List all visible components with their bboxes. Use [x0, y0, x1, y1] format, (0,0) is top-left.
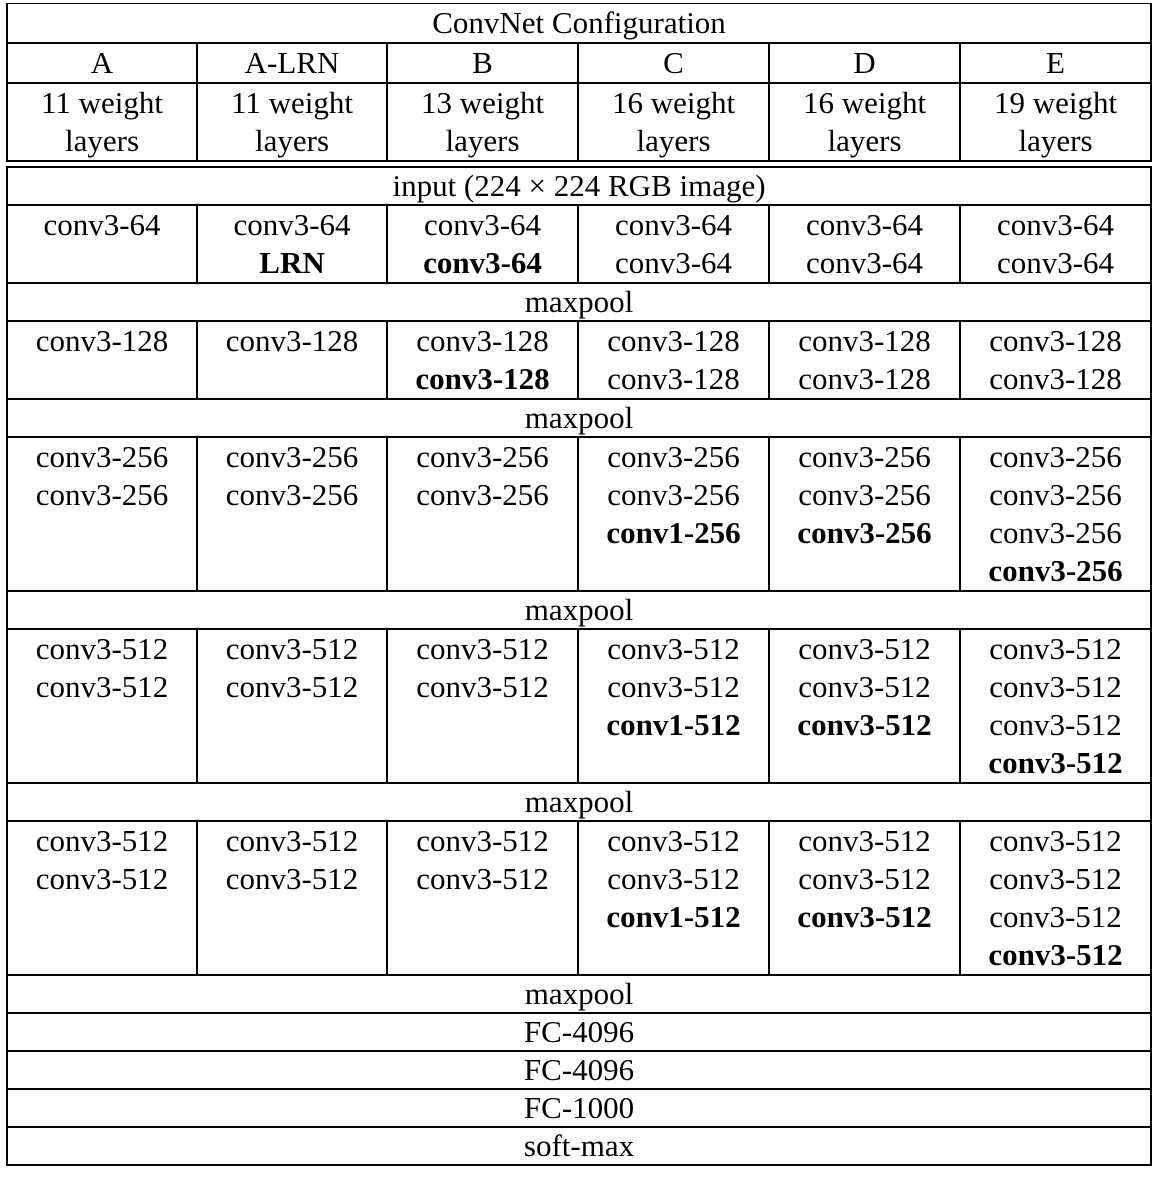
- layer-new: LRN: [259, 245, 325, 280]
- layer-block-d: [769, 821, 960, 975]
- layer-block-a: [7, 321, 197, 399]
- config-depth-row: [7, 83, 1151, 161]
- layer: conv3-512: [989, 631, 1122, 666]
- layer: conv3-64: [996, 245, 1115, 280]
- depth-line: layers: [445, 123, 520, 158]
- convnet-config-table: [6, 3, 1152, 1166]
- depth-line: layers: [1018, 123, 1093, 158]
- layer: conv3-512: [607, 669, 740, 704]
- layer: conv3-256: [225, 439, 359, 474]
- layer-row-full: [7, 1089, 1151, 1127]
- layer: conv3-64: [614, 207, 733, 242]
- layer-new: conv3-64: [423, 245, 542, 280]
- layer: conv3-128: [35, 323, 169, 358]
- layer-label: FC-4096: [7, 1051, 1151, 1089]
- layer-block-b: [387, 821, 578, 975]
- layer-row-full: [7, 783, 1151, 821]
- layer-new: conv1-512: [606, 707, 741, 742]
- layer: conv3-512: [798, 823, 931, 858]
- layer-block-a-lrn: [197, 321, 387, 399]
- layer: conv3-512: [989, 669, 1122, 704]
- depth-line: 13 weight: [420, 85, 545, 120]
- layer: conv3-64: [996, 207, 1115, 242]
- layer-block-e: [960, 205, 1151, 283]
- layer-block-c: [578, 437, 769, 591]
- layer: conv3-512: [416, 669, 549, 704]
- layer-block-d: [769, 629, 960, 783]
- layer: conv3-512: [416, 823, 549, 858]
- layer-new: conv3-256: [988, 553, 1123, 588]
- layer-new: conv3-512: [797, 899, 932, 934]
- layer: conv3-64: [423, 207, 542, 242]
- layer-block-b: [387, 321, 578, 399]
- layer-block-a: [7, 437, 197, 591]
- config-name-d: D: [769, 43, 960, 83]
- layer-new: conv3-512: [988, 937, 1123, 972]
- layer: conv3-256: [989, 439, 1122, 474]
- config-name-e: E: [960, 43, 1151, 83]
- layer-block-d: [769, 437, 960, 591]
- layer-block-a: [7, 629, 197, 783]
- config-depth-b: [387, 83, 578, 161]
- layer: conv3-512: [35, 669, 169, 704]
- layer: conv3-128: [989, 323, 1122, 358]
- layer-block-a-lrn: [197, 437, 387, 591]
- depth-line: 16 weight: [611, 85, 736, 120]
- layer: conv3-256: [607, 439, 740, 474]
- layer-new: conv1-256: [606, 515, 741, 550]
- layer-block-c: [578, 321, 769, 399]
- layer: conv3-256: [35, 477, 169, 512]
- layer: conv3-128: [989, 361, 1122, 396]
- layer: conv3-64: [805, 245, 924, 280]
- layer: conv3-512: [225, 631, 359, 666]
- depth-line: 16 weight: [802, 85, 927, 120]
- layer: conv3-512: [607, 631, 740, 666]
- layer: conv3-64: [614, 245, 733, 280]
- layer-label: maxpool: [7, 591, 1151, 629]
- layer: conv3-512: [416, 631, 549, 666]
- layer-row-full: [7, 399, 1151, 437]
- layer: conv3-512: [989, 899, 1122, 934]
- layer: conv3-128: [798, 361, 931, 396]
- depth-line: layers: [636, 123, 711, 158]
- layer-block-c: [578, 205, 769, 283]
- layer-new: conv3-128: [415, 361, 550, 396]
- config-name-row: [7, 43, 1151, 83]
- depth-line: 19 weight: [993, 85, 1118, 120]
- layer: conv3-256: [35, 439, 169, 474]
- layer-label: input (224 × 224 RGB image): [7, 167, 1151, 205]
- layer-new: conv3-512: [797, 707, 932, 742]
- convnet-config-table-container: [6, 3, 1150, 1166]
- layer: conv3-512: [35, 631, 169, 666]
- config-depth-e: [960, 83, 1151, 161]
- layer-new: conv3-256: [797, 515, 932, 550]
- layer: conv3-128: [416, 323, 549, 358]
- layer: conv3-128: [607, 323, 740, 358]
- layer: conv3-64: [233, 207, 351, 242]
- layer-row-full: [7, 167, 1151, 205]
- config-name-b: B: [387, 43, 578, 83]
- layer: conv3-256: [989, 477, 1122, 512]
- layer-block-e: [960, 437, 1151, 591]
- depth-line: layers: [827, 123, 902, 158]
- layer: conv3-256: [798, 477, 931, 512]
- config-depth-c: [578, 83, 769, 161]
- layer-new: conv1-512: [606, 899, 741, 934]
- layer: conv3-256: [416, 477, 549, 512]
- layer-block-b: [387, 629, 578, 783]
- layer-block-row: [7, 205, 1151, 283]
- layer: conv3-512: [989, 707, 1122, 742]
- config-name-a: A: [7, 43, 197, 83]
- layer-block-c: [578, 821, 769, 975]
- layer: conv3-512: [35, 861, 169, 896]
- layer: conv3-256: [416, 439, 549, 474]
- layer-block-a-lrn: [197, 821, 387, 975]
- layer-label: maxpool: [7, 783, 1151, 821]
- layer: conv3-512: [35, 823, 169, 858]
- layer-block-e: [960, 821, 1151, 975]
- layer-label: soft-max: [7, 1127, 1151, 1165]
- layer: conv3-512: [416, 861, 549, 896]
- layer-label: FC-1000: [7, 1089, 1151, 1127]
- layer: conv3-128: [607, 361, 740, 396]
- layer-new: conv3-512: [988, 745, 1123, 780]
- config-depth-d: [769, 83, 960, 161]
- layer-row-full: [7, 591, 1151, 629]
- layer-row-full: [7, 1051, 1151, 1089]
- config-name-a-lrn: A-LRN: [197, 43, 387, 83]
- layer-block-d: [769, 321, 960, 399]
- layer-row-full: [7, 283, 1151, 321]
- layer: conv3-512: [798, 631, 931, 666]
- layer-block-a-lrn: [197, 629, 387, 783]
- layer-block-b: [387, 437, 578, 591]
- layer-block-row: [7, 321, 1151, 399]
- layer: conv3-128: [225, 323, 359, 358]
- layer-label: maxpool: [7, 399, 1151, 437]
- layer: conv3-256: [798, 439, 931, 474]
- layer-row-full: [7, 1127, 1151, 1165]
- layer: conv3-512: [225, 861, 359, 896]
- layer: conv3-64: [805, 207, 924, 242]
- layer-block-d: [769, 205, 960, 283]
- layer-label: maxpool: [7, 283, 1151, 321]
- layer-block-row: [7, 437, 1151, 591]
- layer-block-a: [7, 205, 197, 283]
- layer: conv3-256: [225, 477, 359, 512]
- layer: conv3-512: [607, 823, 740, 858]
- layer: conv3-512: [225, 823, 359, 858]
- layer: conv3-256: [607, 477, 740, 512]
- layer-block-b: [387, 205, 578, 283]
- layer-row-full: [7, 975, 1151, 1013]
- layer: conv3-64: [43, 207, 161, 242]
- layer: conv3-512: [989, 823, 1122, 858]
- layer-block-c: [578, 629, 769, 783]
- title-row: [7, 4, 1151, 44]
- depth-line: layers: [254, 123, 330, 158]
- table-body: [7, 4, 1151, 1166]
- layer-block-row: [7, 821, 1151, 975]
- layer: conv3-256: [989, 515, 1122, 550]
- layer-label: maxpool: [7, 975, 1151, 1013]
- layer: conv3-512: [225, 669, 359, 704]
- layer: conv3-512: [989, 861, 1122, 896]
- depth-line: 11 weight: [41, 85, 163, 120]
- config-name-c: C: [578, 43, 769, 83]
- layer: conv3-512: [798, 861, 931, 896]
- layer-block-e: [960, 321, 1151, 399]
- layer-row-full: [7, 1013, 1151, 1051]
- table-title: ConvNet Configuration: [7, 4, 1151, 44]
- layer: conv3-512: [607, 861, 740, 896]
- layer-block-row: [7, 629, 1151, 783]
- depth-line: 11 weight: [231, 85, 353, 120]
- layer: conv3-512: [798, 669, 931, 704]
- layer-block-a: [7, 821, 197, 975]
- layer-label: FC-4096: [7, 1013, 1151, 1051]
- config-depth-a-lrn: [197, 83, 387, 161]
- layer-block-e: [960, 629, 1151, 783]
- layer-block-a-lrn: [197, 205, 387, 283]
- layer: conv3-128: [798, 323, 931, 358]
- depth-line: layers: [64, 123, 140, 158]
- config-depth-a: [7, 83, 197, 161]
